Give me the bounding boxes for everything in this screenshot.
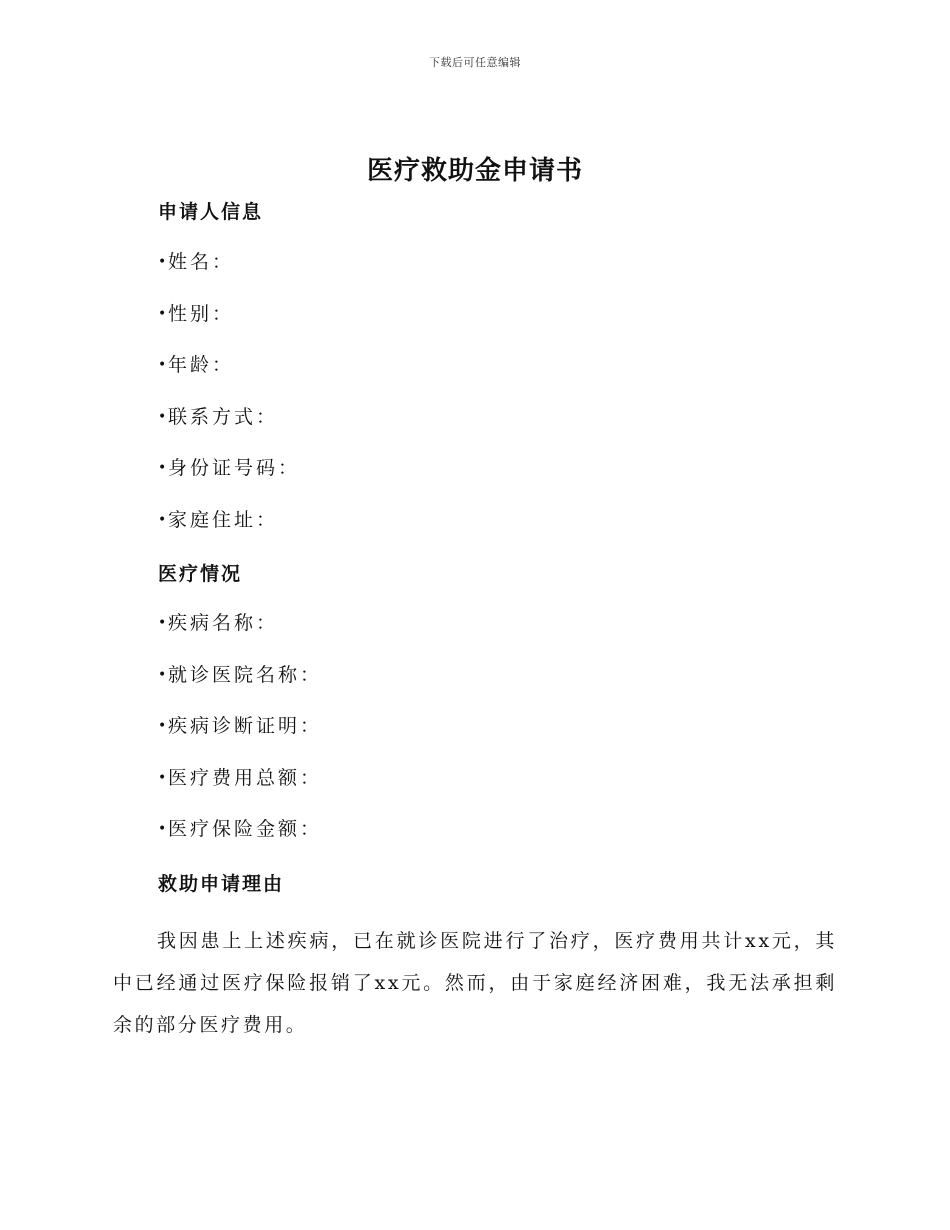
field-insurance-amount [158,816,322,868]
document-title: 医疗救助金申请书 [366,156,583,186]
field-contact [158,404,300,456]
field-label: 联系方式： [168,405,279,428]
medical-field-list [158,610,322,868]
field-diagnosis-certificate [158,713,322,765]
field-name [158,249,300,301]
reason-paragraph: 我因患上上述疾病，已在就诊医院进行了治疗，医疗费用共计xx元，其中已经通过医疗保险报销了xx元。然而，由于家庭经济困难，我无法承担剩余的部分医疗费用。 [113,930,837,1036]
field-address [158,507,300,559]
bullet-icon: • [158,460,167,477]
field-label: 疾病诊断证明： [168,715,323,738]
field-age [158,352,300,404]
field-hospital-name [158,662,322,714]
section-heading-reason: 救助申请理由 [158,873,285,895]
field-id-number [158,455,300,507]
field-label: 就诊医院名称： [168,663,323,686]
field-label: 疾病名称： [168,612,279,634]
bullet-icon: • [158,666,167,683]
bullet-icon: • [158,357,167,374]
bullet-icon: • [158,718,167,735]
field-disease-name [158,610,322,662]
bullet-icon: • [158,615,167,631]
bullet-icon: • [158,769,167,786]
bullet-icon: • [158,254,167,270]
field-total-cost [158,765,322,817]
field-label: 性别： [168,302,235,325]
section-heading-applicant: 申请人信息 [158,201,264,223]
field-label: 家庭住址： [168,508,279,531]
bullet-icon: • [158,305,167,322]
field-label: 身份证号码： [168,457,301,480]
field-label: 姓名： [168,251,235,273]
bullet-icon: • [158,408,167,425]
bullet-icon: • [158,511,167,528]
field-label: 年龄： [168,354,235,377]
applicant-field-list [158,249,300,559]
field-label: 医疗保险金额： [168,818,323,841]
field-gender [158,301,300,353]
bullet-icon: • [158,821,167,838]
header-note: 下载后可任意编辑 [429,56,521,69]
section-heading-medical: 医疗情况 [158,563,243,585]
field-label: 医疗费用总额： [168,766,323,789]
